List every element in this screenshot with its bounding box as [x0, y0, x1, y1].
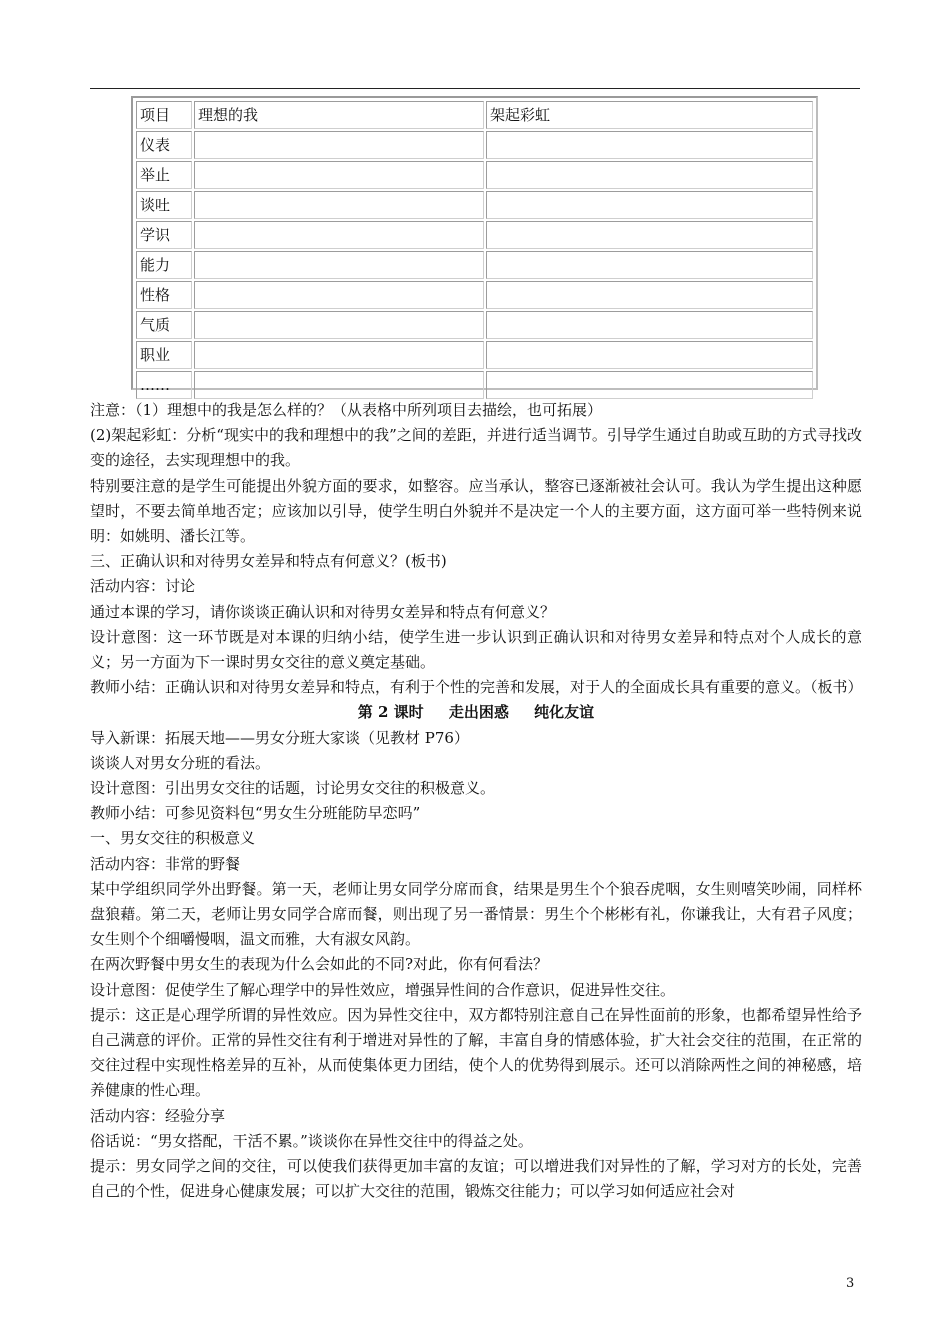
table-cell	[486, 221, 813, 249]
body-paragraph: 谈谈人对男女分班的看法。	[90, 753, 271, 772]
activity-label: 活动内容：非常的野餐	[90, 854, 241, 873]
row-label: 能力	[136, 251, 192, 279]
row-label: 学识	[136, 221, 192, 249]
lesson-title-part: 纯化友谊	[534, 703, 595, 722]
design-intent: 设计意图：这一环节既是对本课的归纳小结，使学生进一步认识到正确认识和对待男女差异和特点对个人成长的意义；另一方面为下一课时男女交往的意义奠定基础。	[90, 627, 862, 672]
note-paragraph: (2)架起彩虹：分析“现实中的我和理想中的我”之间的差距，并进行适当调节。引导学生通过自助或互助的方式寻找改变的途径，去实现理想中的我。	[90, 426, 862, 470]
section-heading: 三、正确认识和对待男女差异和特点有何意义？(板书)	[90, 552, 447, 571]
header-rainbow: 架起彩虹	[486, 101, 813, 129]
table-cell	[194, 161, 484, 189]
table-cell	[194, 311, 484, 339]
body-paragraph: 俗话说：“男女搭配，干活不累。”谈谈你在异性交往中的得益之处。	[90, 1131, 533, 1150]
note-paragraph: 特别要注意的是学生可能提出外貌方面的要求，如整容。应当承认，整容已逐渐被社会认可。我认为学生提出这种愿望时，不要去简单地否定；应该加以引导，使学生明白外貌并不是决定一个人的主要方面，这方面可举一些特例来说明：如姚明、潘长江等。	[90, 476, 862, 546]
table-row	[136, 341, 813, 369]
body-paragraph: 通过本课的学习，请你谈谈正确认识和对待男女差异和特点有何意义？	[90, 602, 556, 621]
hint-paragraph: 提示：男女同学之间的交往，可以使我们获得更加丰富的友谊；可以增进我们对异性的了解，学习对方的长处，完善自己的个性，促进身心健康发展；可以扩大交往的范围，锻炼交往能力；可以学习如何适应社会对	[90, 1157, 862, 1201]
table-cell	[486, 311, 813, 339]
table-cell	[194, 281, 484, 309]
row-label: 谈吐	[136, 191, 192, 219]
page-number: 3	[846, 1276, 855, 1291]
ideal-self-grid	[134, 99, 815, 401]
table-row	[136, 281, 813, 309]
row-label: 性格	[136, 281, 192, 309]
section-heading: 一、男女交往的积极意义	[90, 829, 256, 848]
table-row	[136, 161, 813, 189]
lesson-heading	[90, 700, 862, 725]
design-intent: 设计意图：引出男女交往的话题，讨论男女交往的积极意义。	[90, 779, 496, 798]
table-header-row	[136, 101, 813, 129]
note-paragraph: 注意：（1）理想中的我是怎么样的？（从表格中所列项目去描绘，也可拓展）	[90, 401, 603, 419]
table-cell	[194, 191, 484, 219]
row-label: 举止	[136, 161, 192, 189]
body-paragraph: 在两次野餐中男女生的表现为什么会如此的不同?对此，你有何看法？	[90, 955, 549, 974]
table-row	[136, 221, 813, 249]
table-cell	[194, 341, 484, 369]
row-label: ……	[136, 371, 192, 399]
teacher-summary: 教师小结：可参见资料包“男女生分班能防早恋吗”	[90, 804, 421, 823]
header-item: 项目	[136, 101, 192, 129]
header-rule	[90, 88, 860, 89]
teacher-summary: 教师小结：正确认识和对待男女差异和特点，有利于个性的完善和发展，对于人的全面成长具有重要的意义。（板书）	[90, 678, 863, 697]
table-cell	[486, 161, 813, 189]
table-cell	[194, 221, 484, 249]
table-row	[136, 251, 813, 279]
lesson-title-part: 走出困惑	[448, 703, 509, 722]
body-text	[90, 398, 862, 1205]
table-cell	[194, 131, 484, 159]
header-ideal-self: 理想的我	[194, 101, 484, 129]
row-label: 气质	[136, 311, 192, 339]
table-row	[136, 311, 813, 339]
body-paragraph: 某中学组织同学外出野餐。第一天，老师让男女同学分席而食，结果是男生个个狼吞虎咽，女生则嘻笑吵闹，同样杯盘狼藉。第二天，老师让男女同学合席而餐，则出现了另一番情景：男生个个彬彬有礼，你谦我让，大有君子风度；女生则个个细嚼慢咽，温文而雅，大有淑女风韵。	[90, 879, 862, 949]
table-cell	[486, 341, 813, 369]
activity-label: 活动内容：讨论	[90, 577, 196, 596]
table-row	[136, 371, 813, 399]
table-cell	[486, 371, 813, 399]
table-cell	[194, 251, 484, 279]
table-cell	[486, 131, 813, 159]
row-label: 仪表	[136, 131, 192, 159]
table-row	[136, 191, 813, 219]
design-intent: 设计意图：促使学生了解心理学中的异性效应，增强异性间的合作意识，促进异性交往。	[90, 980, 676, 999]
activity-label: 活动内容：经验分享	[90, 1106, 226, 1125]
ideal-self-table	[131, 96, 818, 394]
hint-paragraph: 提示：这正是心理学所谓的异性效应。因为异性交往中，双方都特别注意自己在异性面前的形象，也都希望异性给予自己满意的评价。正常的异性交往有利于增进对异性的了解，丰富自身的情感体验，扩大社会交往的范围，在正常的交往过程中实现性格差异的互补，从而使集体更力团结，使个人的优势得到展示。还可以消除两性之间的神秘感，培养健康的性心理。	[90, 1005, 862, 1100]
table-row	[136, 131, 813, 159]
table-cell	[486, 281, 813, 309]
lesson-number: 第 2 课时	[357, 703, 424, 722]
row-label: 职业	[136, 341, 192, 369]
table-cell	[486, 191, 813, 219]
table-cell	[486, 251, 813, 279]
body-paragraph: 导入新课：拓展天地——男女分班大家谈（见教材 P76）	[90, 728, 469, 747]
table-cell	[194, 371, 484, 399]
